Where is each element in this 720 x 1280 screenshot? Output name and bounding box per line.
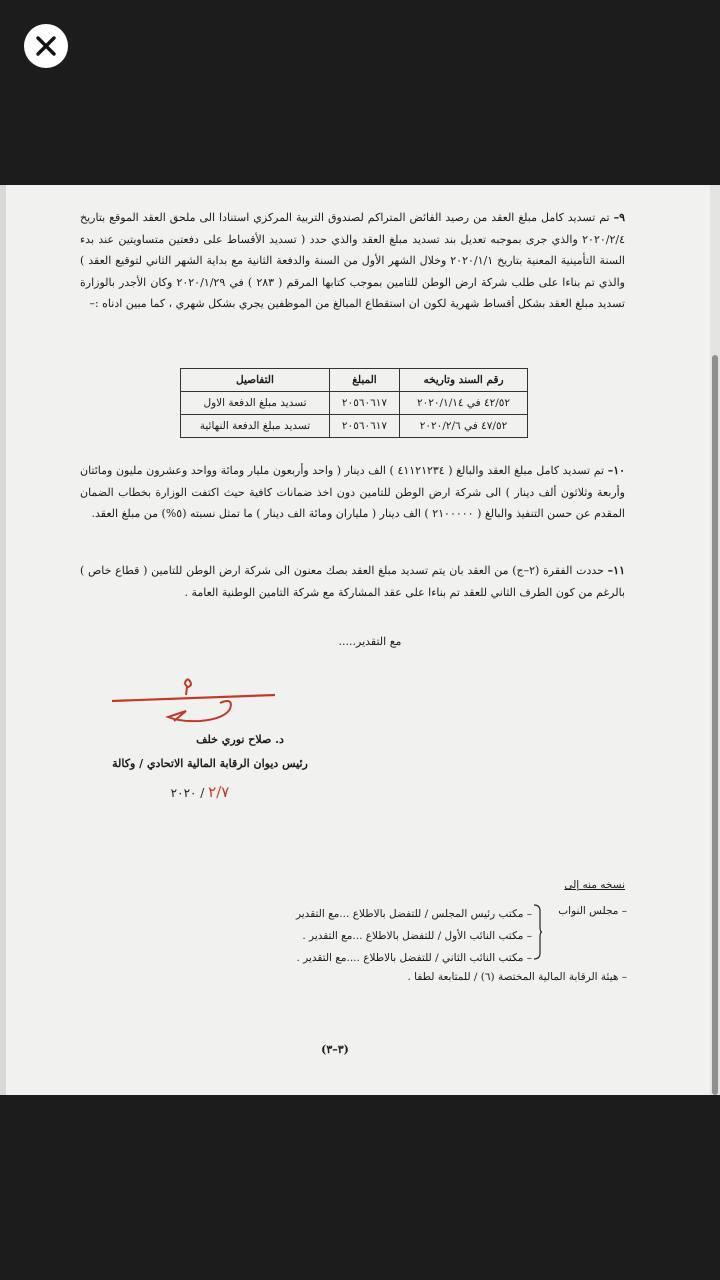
copy-to-heading: نسخه منه إلى	[564, 879, 625, 891]
list-item: – مكتب النائب الثاني / للتفضل بالاطلاع ....مع التقدير .	[296, 952, 532, 964]
table-cell: ٢٠٥٦٠٦١٧	[329, 415, 399, 438]
signature-date	[150, 783, 250, 801]
paragraph-10-number: ١٠–	[607, 464, 626, 477]
list-item: – مكتب النائب الأول / للتفضل بالاطلاع ...مع التقدير .	[302, 930, 532, 942]
paragraph-11-number: ١١–	[607, 564, 625, 577]
cc-last-item: – هيئة الرقابة المالية المختصة (٦) / للمتابعة لطفا .	[407, 971, 627, 983]
viewer-top-bar	[0, 0, 720, 185]
viewer-bottom-bar	[0, 1095, 720, 1280]
document-page	[0, 185, 720, 1095]
paragraph-9	[80, 207, 625, 315]
handwritten-date: ٢/٧	[208, 783, 230, 801]
cc-list	[270, 903, 532, 969]
signer-name: د. صلاح نوري خلف	[196, 733, 284, 746]
signer-title: رئيس ديوان الرقابة المالية الاتحادي / وكالة	[112, 757, 308, 770]
paragraph-10	[80, 460, 625, 525]
close-button[interactable]	[24, 24, 68, 68]
table-cell: ٤٢/٥٢ في ٢٠٢٠/١/١٤	[400, 392, 528, 415]
table-cell: تسديد مبلغ الدفعة النهائية	[181, 415, 330, 438]
council-label: – مجلس النواب	[558, 905, 627, 917]
scrollbar-thumb[interactable]	[712, 355, 718, 1095]
table-header-row	[181, 369, 528, 392]
list-item: – مكتب رئيس المجلس / للتفضل بالاطلاع ...مع التقدير	[295, 908, 532, 920]
close-icon	[35, 35, 57, 57]
paragraph-9-number: ٩–	[613, 211, 625, 224]
paragraph-9-text: تم تسديد كامل مبلغ العقد من رصيد الفائض المتراكم لصندوق التربية المركزي استنادا الى ملحق العقد الموقع بتاريخ ٢٠٢٠/٢/٤ والذي جرى بموجبه تعديل بند تسديد مبلغ العقد والذي حدد ( تسديد الأقساط على دفعتين متساويتين عند بدء السنة التأمينية المعنية بتاريخ ٢٠٢٠/١/١ وخلال الشهر الأول من السنة والدفعة الثانية مع بداية الشهر الثاني لتوقيع العقد ) والذي تم بناءا على طلب شركة ارض الوطن للتامين بموجب كتابها المرقم ( ٢٨٣ ) في ٢٠٢٠/١/٢٩ وكان الأجدر بالوزارة تسديد مبلغ العقد بشكل أقساط شهرية لكون ان استقطاع المبالغ من الموظفين يجري بشكل شهري ، كما مبين ادناه :–	[80, 211, 625, 310]
date-year: / ٢٠٢٠	[170, 786, 205, 800]
paragraph-10-text: تم تسديد كامل مبلغ العقد والبالغ ( ٤١١٢١٢٣٤ ) الف دينار ( واحد وأربعون مليار ومائة وواحد وعشرون مليون ومائتان وأربعة وثلاثون ألف دينار ) الى شركة ارض الوطن للتامين دون اخذ ضمانات كافية حيث اكتفت الوزارة بخطاب الضمان المقدم عن حسن التنفيذ والبالغ ( ٢١٠٠٠٠٠ ) الف دينار ( ملياران ومائة الف دينار ) ما تمثل نسبته (٥%) من مبلغ العقد.	[80, 464, 625, 520]
paragraph-11	[80, 560, 625, 603]
payments-table	[180, 368, 528, 438]
header-details: التفاصيل	[181, 369, 330, 392]
table-row	[181, 415, 528, 438]
page-number: (٣–٣)	[321, 1043, 349, 1056]
table-cell: تسديد مبلغ الدفعة الاول	[181, 392, 330, 415]
regards-line: مع التقدير.....	[338, 635, 402, 648]
table-cell: ٤٧/٥٢ في ٢٠٢٠/٢/٦	[400, 415, 528, 438]
table-cell: ٢٠٥٦٠٦١٧	[329, 392, 399, 415]
paragraph-11-text: حددت الفقرة (٢–ج) من العقد بان يتم تسديد مبلغ العقد بصك معنون الى شركة ارض الوطن للتامين ( قطاع خاص ) بالرغم من كون الطرف الثاني للعقد تم بناءا على عقد المشاركة مع شركة التامين الوطنية العامة .	[80, 564, 625, 599]
header-voucher: رقم السند وتاريخه	[400, 369, 528, 392]
header-amount: المبلغ	[329, 369, 399, 392]
page-edge	[0, 185, 6, 1095]
table-row	[181, 392, 528, 415]
brace-mark	[532, 903, 542, 961]
signature-mark	[110, 675, 280, 735]
scrollbar[interactable]	[710, 185, 720, 1095]
